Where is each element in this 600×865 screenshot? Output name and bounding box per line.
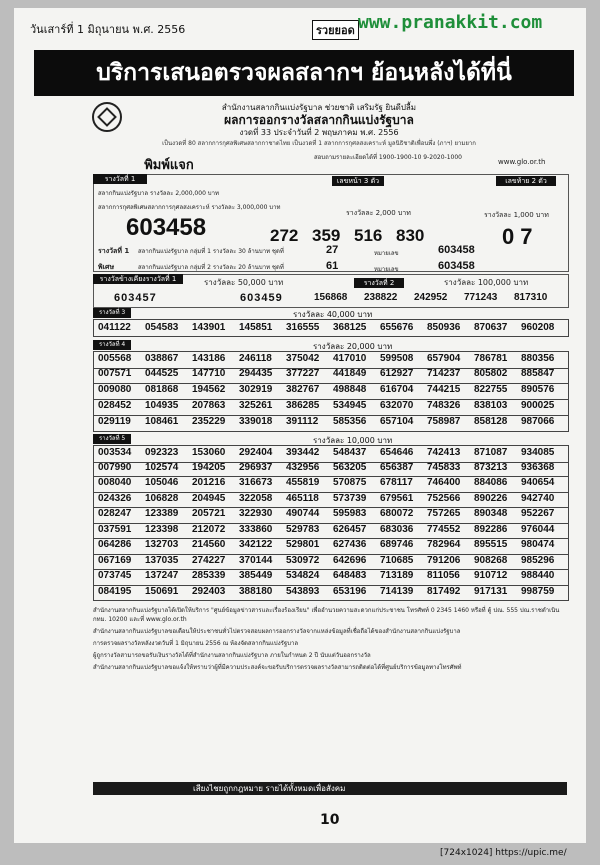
prize5-number: 204945 bbox=[192, 492, 226, 504]
prize4-number: 029119 bbox=[98, 416, 131, 427]
prize2-number: 238822 bbox=[364, 292, 398, 303]
prize5-number: 648483 bbox=[333, 570, 367, 581]
prize5-number: 791206 bbox=[427, 554, 461, 566]
prize5-number: 742413 bbox=[427, 447, 461, 458]
prize5-number: 934085 bbox=[521, 447, 555, 458]
prize5-number: 714139 bbox=[380, 585, 414, 597]
prize3-number: 145851 bbox=[239, 322, 273, 333]
prize4-number: 375042 bbox=[286, 353, 320, 364]
prize5-number: 194205 bbox=[192, 461, 226, 473]
prize5-number: 455819 bbox=[286, 477, 320, 488]
prize4-number: 147710 bbox=[192, 368, 226, 379]
prize5-number: 292403 bbox=[192, 585, 226, 597]
prize4-number: 744215 bbox=[427, 384, 461, 395]
prize5-number: 465118 bbox=[286, 492, 319, 504]
special-number: 603458 bbox=[438, 244, 475, 256]
prize5-number: 746400 bbox=[427, 477, 461, 488]
prize4-number: 748326 bbox=[427, 400, 461, 411]
prize5-number: 936368 bbox=[521, 461, 555, 473]
prize5-number: 084195 bbox=[98, 585, 132, 597]
prize5-number: 890226 bbox=[474, 492, 508, 504]
prize5-row bbox=[93, 538, 569, 555]
prize5-row bbox=[93, 461, 569, 478]
prize5-number: 201216 bbox=[192, 477, 226, 488]
prize5-number: 988440 bbox=[521, 570, 555, 581]
footnote: ผู้ถูกรางวัลสามารถขอรับเงินรางวัลได้ที่สำนักงานสลากกินแบ่งรัฐบาล ภายในกำหนด 2 ปี นับแต่วันออกรางวัล bbox=[93, 652, 371, 659]
prize3-number: 655676 bbox=[380, 322, 414, 333]
prize4-number: 246118 bbox=[239, 353, 272, 364]
prize5-number: 871087 bbox=[474, 447, 508, 458]
prize5-row bbox=[93, 569, 569, 586]
prize4-number: 858128 bbox=[474, 416, 508, 427]
prize3-number: 368125 bbox=[333, 322, 367, 333]
prize4-number: 900025 bbox=[521, 400, 555, 411]
office-header bbox=[84, 102, 554, 149]
prize4-number: 417010 bbox=[333, 353, 367, 364]
prize5-number: 782964 bbox=[427, 539, 461, 550]
prize5-number: 137247 bbox=[145, 570, 179, 581]
prize5-number: 890348 bbox=[474, 508, 508, 519]
prize5-tag: รางวัลที่ 5 bbox=[93, 434, 131, 444]
prize4-number: 339018 bbox=[239, 416, 273, 427]
prize3-header bbox=[93, 308, 567, 318]
prize5-number: 548437 bbox=[333, 447, 367, 458]
prize5-number: 529783 bbox=[286, 523, 320, 535]
prize4-row bbox=[93, 367, 569, 384]
prize4-tag: รางวัลที่ 4 bbox=[93, 340, 131, 350]
prize5-number: 683036 bbox=[380, 523, 414, 535]
prize4-number: 028452 bbox=[98, 400, 132, 411]
prize5-number: 322058 bbox=[239, 492, 273, 504]
front3-number: 830 bbox=[396, 226, 425, 245]
prize4-number: 038867 bbox=[145, 353, 179, 364]
prize5-number: 908268 bbox=[474, 554, 508, 566]
prize4-number: 534945 bbox=[333, 400, 367, 411]
back2-number: 07 bbox=[502, 224, 539, 249]
prize4-number: 377227 bbox=[286, 368, 320, 379]
front3-prize: รางวัลละ 2,000 บาท bbox=[346, 209, 411, 217]
issue-date: วันเสาร์ที่ 1 มิถุนายน พ.ศ. 2556 bbox=[30, 23, 186, 36]
prize4-number: 838103 bbox=[474, 400, 508, 411]
image-credit: [724x1024] https://upic.me/ bbox=[440, 848, 567, 858]
prize5-number: 884086 bbox=[474, 477, 508, 488]
prize5-number: 530972 bbox=[286, 554, 320, 566]
front3-number: 516 bbox=[354, 226, 383, 245]
print-label: พิมพ์แจก bbox=[144, 158, 194, 173]
prize3-tag: รางวัลที่ 3 bbox=[93, 308, 131, 318]
prize5-number: 123398 bbox=[145, 523, 179, 535]
prize4-number: 386285 bbox=[286, 400, 320, 411]
prize5-number: 774552 bbox=[427, 523, 461, 535]
prize2-number: 156868 bbox=[314, 292, 348, 303]
back2-prize: รางวัลละ 1,000 บาท bbox=[484, 211, 549, 219]
prize4-row bbox=[93, 399, 569, 416]
prize5-number: 940654 bbox=[521, 477, 555, 488]
near1-number: 603459 bbox=[240, 292, 283, 304]
prize5-number: 007990 bbox=[98, 461, 132, 473]
prize4-number: 616704 bbox=[380, 384, 414, 395]
prize4-number: 108461 bbox=[145, 416, 179, 427]
front3-tag: เลขหน้า 3 ตัว bbox=[332, 176, 384, 186]
prize5-number: 064286 bbox=[98, 539, 132, 550]
footnote: สำนักงานสลากกินแบ่งรัฐบาลขอแจ้งให้ทราบว่าผู้ที่มีความประสงค์จะขอรับบริการตรวจผลรางวัลสามารถติดต่อได้ที่ศูนย์บริการข้อมูลทางโทรศัพท์ bbox=[93, 664, 462, 671]
prize4-number: 786781 bbox=[474, 353, 508, 364]
prize4-number: 987066 bbox=[521, 416, 555, 427]
prize5-number: 626457 bbox=[333, 523, 367, 535]
prize5-number: 037591 bbox=[98, 523, 132, 535]
prize2-tag: รางวัลที่ 2 bbox=[354, 278, 404, 288]
prize4-number: 009080 bbox=[98, 384, 132, 395]
prize4-row bbox=[93, 383, 569, 400]
prize4-number: 007571 bbox=[98, 368, 132, 379]
prize5-number: 092323 bbox=[145, 447, 179, 458]
front3-number: 272 bbox=[270, 226, 299, 245]
special-set: 61 bbox=[326, 260, 339, 272]
near1-prize: รางวัลละ 50,000 บาท bbox=[204, 278, 284, 287]
prize2-prize: รางวัลละ 100,000 บาท bbox=[444, 278, 529, 287]
prize5-number: 998759 bbox=[521, 585, 555, 597]
prize4-number: 441849 bbox=[333, 368, 367, 379]
prize5-number: 212072 bbox=[192, 523, 226, 535]
footnote: สำนักงานสลากกินแบ่งรัฐบาลขอเตือนให้ประชาชนทั่วไปตรวจสอบผลการออกรางวัลจากแหล่งข้อมูลที่เชื่อถือได้ของสำนักงานสลากกินแบ่งรัฐบาล bbox=[93, 628, 461, 635]
prize4-number: 382767 bbox=[286, 384, 320, 395]
prize5-number: 952267 bbox=[521, 508, 555, 519]
prize5-number: 285339 bbox=[192, 570, 226, 581]
prize5-row bbox=[93, 585, 569, 602]
prize5-number: 123389 bbox=[145, 508, 179, 519]
prize5-number: 942740 bbox=[521, 492, 555, 504]
prize5-prize: รางวัลละ 10,000 บาท bbox=[313, 436, 393, 445]
prize5-number: 985296 bbox=[521, 554, 555, 566]
prize5-number: 817492 bbox=[427, 585, 461, 597]
prize3-number: 850936 bbox=[427, 322, 461, 333]
prize5-number: 595983 bbox=[333, 508, 367, 519]
newspaper-page bbox=[14, 8, 586, 843]
prize5-number: 028247 bbox=[98, 508, 132, 519]
prize5-number: 679561 bbox=[380, 492, 414, 504]
prize5-header bbox=[93, 434, 567, 444]
prize1-number: 603458 bbox=[126, 214, 207, 241]
prize5-number: 322930 bbox=[239, 508, 273, 519]
prize5-number: 654646 bbox=[380, 447, 414, 458]
prize5-number: 910712 bbox=[474, 570, 508, 581]
prize5-number: 137035 bbox=[145, 554, 179, 566]
prize4-number: 044525 bbox=[145, 368, 179, 379]
prize5-number: 811056 bbox=[427, 570, 460, 581]
prize3-number: 054583 bbox=[145, 322, 179, 333]
prize5-number: 570875 bbox=[333, 477, 367, 488]
special-label: รางวัลที่ 1 bbox=[98, 247, 130, 255]
prize5-number: 024326 bbox=[98, 492, 132, 504]
prize5-number: 563205 bbox=[333, 461, 367, 473]
prize5-number: 752566 bbox=[427, 492, 461, 504]
prize3-number: 316555 bbox=[286, 322, 320, 333]
prize4-row bbox=[93, 415, 569, 432]
prize5-number: 003534 bbox=[98, 447, 132, 458]
prize1-desc-b: สลากการกุศลพิเศษสลากการกุศลสงเคราะห์ รางวัลละ 3,000,000 บาท bbox=[98, 204, 281, 211]
prize5-row bbox=[93, 476, 569, 493]
page-number: 10 bbox=[320, 812, 340, 828]
prize5-number: 529801 bbox=[286, 539, 320, 550]
prize5-number: 296937 bbox=[239, 461, 273, 473]
prize5-number: 153060 bbox=[192, 447, 226, 458]
special-number: 603458 bbox=[438, 260, 475, 272]
prize4-number: 657904 bbox=[427, 353, 461, 364]
prize1-tag: รางวัลที่ 1 bbox=[93, 174, 147, 184]
bottom-slogan-bar: เสียงไชยถูกกฎหมาย รายได้ทั้งหมดเพื่อสังคม bbox=[93, 782, 567, 795]
prize5-number: 132703 bbox=[145, 539, 179, 550]
prize5-number: 980474 bbox=[521, 539, 555, 550]
prize4-number: 081868 bbox=[145, 384, 179, 395]
special-set: 27 bbox=[326, 244, 339, 256]
prize4-number: 885847 bbox=[521, 368, 555, 379]
headline-banner: บริการเสนอตรวจผลสลากฯ ย้อนหลังได้ที่นี่ bbox=[34, 50, 574, 96]
prize5-number: 745833 bbox=[427, 461, 461, 473]
prize5-row bbox=[93, 554, 569, 571]
prize2-number: 771243 bbox=[464, 292, 498, 303]
prize5-number: 105046 bbox=[145, 477, 179, 488]
prize5-number: 627436 bbox=[333, 539, 367, 550]
prize5-number: 274227 bbox=[192, 554, 226, 566]
prize5-number: 342122 bbox=[239, 539, 273, 550]
internet-address: www.glo.or.th bbox=[498, 158, 546, 166]
prize5-number: 073745 bbox=[98, 570, 132, 581]
prize3-prize: รางวัลละ 40,000 บาท bbox=[293, 310, 373, 319]
prize4-number: 599508 bbox=[380, 353, 414, 364]
prize4-header bbox=[93, 340, 567, 350]
prize3-number: 143901 bbox=[192, 322, 226, 333]
prize2-number: 817310 bbox=[514, 292, 548, 303]
prize5-number: 102574 bbox=[145, 461, 179, 473]
prize5-number: 490744 bbox=[286, 508, 320, 519]
prize5-row bbox=[93, 507, 569, 524]
prize4-number: 612927 bbox=[380, 368, 414, 379]
prize4-number: 880356 bbox=[521, 353, 555, 364]
prize5-number: 689746 bbox=[380, 539, 414, 550]
prize4-number: 805802 bbox=[474, 368, 508, 379]
prize5-number: 680072 bbox=[380, 508, 414, 519]
prize5-number: 543893 bbox=[286, 585, 320, 597]
prize4-number: 294435 bbox=[239, 368, 273, 379]
prize4-number: 143186 bbox=[192, 353, 226, 364]
prize5-number: 757265 bbox=[427, 508, 461, 519]
prize4-number: 302919 bbox=[239, 384, 273, 395]
prize5-number: 150691 bbox=[145, 585, 179, 597]
prize4-number: 207863 bbox=[192, 400, 226, 411]
prize5-number: 653196 bbox=[333, 585, 367, 597]
prize5-number: 067169 bbox=[98, 554, 132, 566]
prize4-number: 632070 bbox=[380, 400, 414, 411]
prize1-desc-a: สลากกินแบ่งรัฐบาล รางวัลละ 2,000,000 บาท bbox=[98, 190, 219, 197]
prize5-number: 214560 bbox=[192, 539, 226, 550]
special-num-label: หมายเลข bbox=[374, 250, 399, 257]
near1-tag: รางวัลข้างเคียงรางวัลที่ 1 bbox=[93, 274, 183, 284]
prize4-number: 758987 bbox=[427, 416, 461, 427]
prize4-number: 822755 bbox=[474, 384, 508, 395]
prize5-number: 370144 bbox=[239, 554, 273, 566]
prize5-number: 205721 bbox=[192, 508, 226, 519]
draw-series: เป็นงวดที่ 80 สลากการกุศลพิเศษสลากกาชาดไทย เป็นงวดที่ 1 สลากการกุศลสงเคราะห์ มูลนิธิชาติเพื่อนพึ่ง (ภาฯ) ยามยาก bbox=[162, 140, 476, 147]
back2-tag: เลขท้าย 2 ตัว bbox=[496, 176, 556, 186]
prize5-number: 385449 bbox=[239, 570, 273, 581]
prize5-number: 573739 bbox=[333, 492, 367, 504]
prize5-number: 106828 bbox=[145, 492, 179, 504]
prize3-number: 041122 bbox=[98, 322, 131, 333]
prize5-number: 316673 bbox=[239, 477, 273, 488]
prize5-number: 656387 bbox=[380, 461, 414, 473]
prize4-number: 498848 bbox=[333, 384, 367, 395]
prize5-number: 892286 bbox=[474, 523, 508, 535]
prize4-number: 005568 bbox=[98, 353, 132, 364]
prize5-number: 333860 bbox=[239, 523, 273, 535]
prize5-number: 008040 bbox=[98, 477, 132, 488]
special-row: สลากกินแบ่งรัฐบาล กลุ่มที่ 2 รางวัลละ 20 ล้านบาท ชุดที่ bbox=[138, 264, 284, 271]
prize5-number: 710685 bbox=[380, 554, 414, 566]
prize5-number: 393442 bbox=[286, 447, 320, 458]
results-title: ผลการออกรางวัลสลากกินแบ่งรัฐบาล bbox=[224, 113, 414, 127]
front3-number: 359 bbox=[312, 226, 341, 245]
prize5-number: 292404 bbox=[239, 447, 273, 458]
draw-info: งวดที่ 33 ประจำวันที่ 2 พฤษภาคม พ.ศ. 2556 bbox=[239, 128, 399, 137]
prize4-number: 194562 bbox=[192, 384, 226, 395]
prize5-row bbox=[93, 523, 569, 540]
prize4-number: 585356 bbox=[333, 416, 367, 427]
prize3-number: 870637 bbox=[474, 322, 508, 333]
prize5-number: 388180 bbox=[239, 585, 273, 597]
near1-number: 603457 bbox=[114, 292, 157, 304]
prize3-number: 960208 bbox=[521, 322, 555, 333]
footnote: สำนักงานสลากกินแบ่งรัฐบาลได้เปิดให้บริการ "ศูนย์ข้อมูลข่าวสารและเรื่องร้องเรียน" เพื่ออำนวยความสะดวกแก่ประชาชน โทรศัพท์ 0 2345 1460 หรือที่ ตู้ ปณ. 555 ปณ.ราชดำเนิน กทม. 10200 และที่ www.glo.or.th bbox=[93, 607, 560, 623]
newspaper-brand: รวยยอด bbox=[312, 20, 359, 40]
prize2-number: 242952 bbox=[414, 292, 448, 303]
prize5-number: 432956 bbox=[286, 461, 320, 473]
contact-info: สอบถามรายละเอียดได้ที่ 1900-1900-10 9-2020-1000 bbox=[314, 154, 462, 161]
prize4-number: 325261 bbox=[239, 400, 273, 411]
prize4-number: 104935 bbox=[145, 400, 179, 411]
newspaper-header bbox=[14, 8, 586, 46]
prize4-number: 890576 bbox=[521, 384, 555, 395]
prize5-number: 976044 bbox=[521, 523, 555, 535]
prize5-number: 895515 bbox=[474, 539, 508, 550]
prize4-number: 714237 bbox=[427, 368, 461, 379]
special-row: สลากกินแบ่งรัฐบาล กลุ่มที่ 1 รางวัลละ 30 ล้านบาท ชุดที่ bbox=[138, 248, 284, 255]
prize4-number: 657104 bbox=[380, 416, 414, 427]
prize5-number: 713189 bbox=[380, 570, 414, 581]
prize5-number: 678117 bbox=[380, 477, 413, 488]
prize5-number: 917131 bbox=[474, 585, 508, 597]
prize4-number: 391112 bbox=[286, 416, 319, 427]
prize4-prize: รางวัลละ 20,000 บาท bbox=[313, 342, 393, 351]
prize5-number: 642696 bbox=[333, 554, 367, 566]
prize5-number: 873213 bbox=[474, 461, 508, 473]
source-website[interactable]: www.pranakkit.com bbox=[358, 12, 543, 33]
prize5-row bbox=[93, 492, 569, 509]
prize4-number: 235229 bbox=[192, 416, 226, 427]
prize5-number: 534824 bbox=[286, 570, 320, 581]
special-label: พิเศษ bbox=[98, 263, 115, 271]
prize3-row bbox=[93, 319, 569, 337]
special-num-label: หมายเลข bbox=[374, 266, 399, 273]
footnote: การตรวจผลรางวัลหลังงวดวันที่ 1 มิถุนายน 2556 ณ ห้องจัดสลากกินแบ่งรัฐบาล bbox=[93, 640, 299, 647]
footnotes bbox=[93, 606, 567, 675]
office-line: สำนักงานสลากกินแบ่งรัฐบาล ช่วยชาติ เสริมรัฐ ยินดีปลื้ม bbox=[221, 103, 417, 112]
